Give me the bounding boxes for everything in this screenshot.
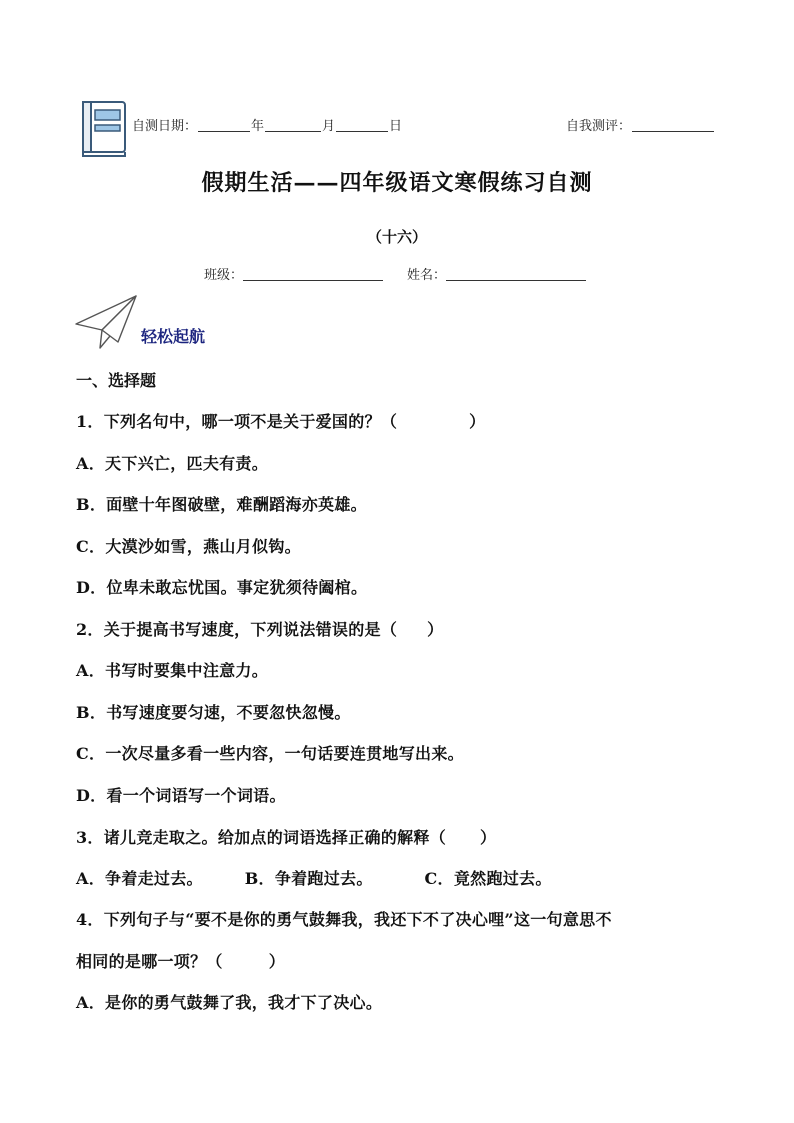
section-title: 一、选择题 — [76, 371, 157, 390]
page-title: 假期生活——四年级语文寒假练习自测 — [201, 170, 593, 196]
self-eval-blank[interactable] — [632, 117, 714, 132]
self-test-date-row — [132, 115, 402, 134]
name-label: 姓名： — [407, 268, 447, 283]
question-4-option-a[interactable]: A．是你的勇气鼓舞了我，我才下了决心。 — [76, 993, 383, 1012]
class-row — [204, 264, 383, 283]
question-1-stem: 1．下列名句中，哪一项不是关于爱国的？（ ） — [76, 412, 486, 431]
section-heading: 轻松起航 — [141, 327, 206, 346]
year-blank[interactable] — [198, 117, 250, 132]
question-3-option-c[interactable]: C．竟然跑过去。 — [424, 869, 552, 888]
question-3-option-b[interactable]: B．争着跑过去。 — [244, 869, 373, 888]
page-subtitle: （十六） — [366, 228, 427, 246]
day-label: 日 — [389, 119, 403, 134]
question-4-stem-line-2: 相同的是哪一项？（ ） — [76, 952, 286, 971]
paper-plane-icon — [74, 294, 140, 354]
question-3-options — [76, 866, 552, 889]
self-eval-label: 自我测评： — [566, 119, 632, 134]
question-3-option-a[interactable]: A．争着走过去。 — [76, 869, 203, 888]
question-2-option-c[interactable]: C．一次尽量多看一些内容，一句话要连贯地写出来。 — [76, 744, 464, 763]
question-1-option-b[interactable]: B．面壁十年图破壁，难酬蹈海亦英雄。 — [76, 495, 367, 514]
class-blank[interactable] — [243, 266, 383, 281]
question-2-stem: 2．关于提高书写速度，下列说法错误的是（ ） — [76, 620, 444, 639]
question-1-option-a[interactable]: A．天下兴亡，匹夫有责。 — [76, 454, 269, 473]
question-2-option-b[interactable]: B．书写速度要匀速，不要忽快忽慢。 — [76, 703, 351, 722]
name-blank[interactable] — [446, 266, 586, 281]
self-evaluation-row — [566, 115, 715, 134]
question-4-stem-line-1: 4．下列句子与“要不是你的勇气鼓舞我，我还下不了决心哩”这一句意思不 — [76, 910, 612, 929]
date-label: 自测日期： — [132, 119, 198, 134]
question-1-option-d[interactable]: D．位卑未敢忘忧国。事定犹须待阖棺。 — [76, 578, 368, 597]
question-1-option-c[interactable]: C．大漠沙如雪，燕山月似钩。 — [76, 537, 301, 556]
class-label: 班级： — [204, 268, 244, 283]
question-2-option-d[interactable]: D．看一个词语写一个词语。 — [76, 786, 286, 805]
day-blank[interactable] — [336, 117, 388, 132]
book-icon — [80, 100, 130, 164]
year-label: 年 — [251, 119, 265, 134]
month-blank[interactable] — [265, 117, 321, 132]
name-row — [407, 264, 586, 283]
month-label: 月 — [322, 119, 336, 134]
question-2-option-a[interactable]: A．书写时要集中注意力。 — [76, 661, 269, 680]
question-3-stem: 3．诸儿竞走取之。给加点的词语选择正确的解释（ ） — [76, 828, 497, 847]
